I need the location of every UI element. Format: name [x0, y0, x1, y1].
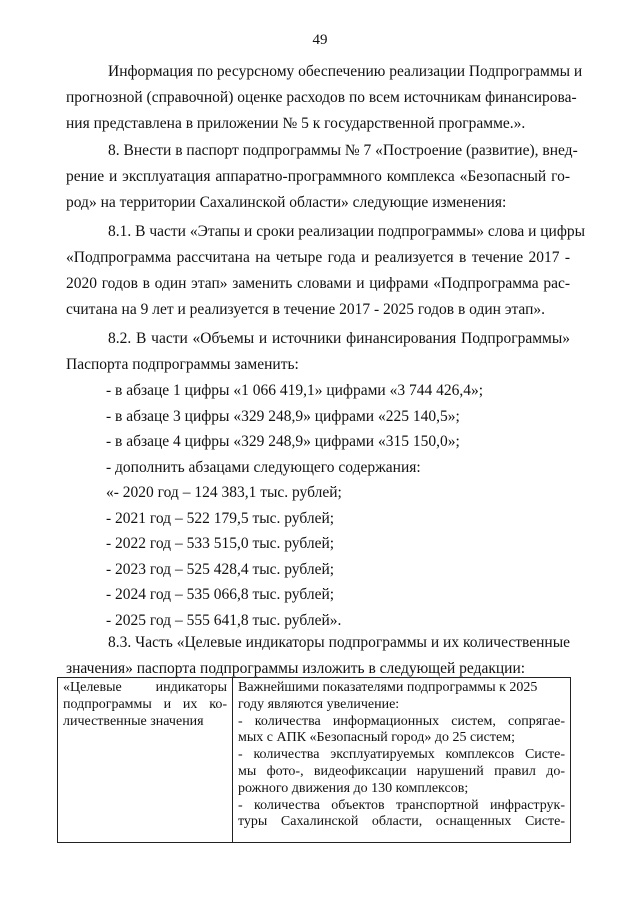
table-cell-text: году являются увеличение: [238, 696, 400, 712]
table-row [58, 678, 571, 843]
paragraph-2-line: род» на территории Сахалинской области» следующие изменения: [66, 194, 507, 211]
table-cell-text: мы фото-, видеофиксации нарушений правил до- [238, 763, 565, 779]
paragraph-4-line: Паспорта подпрограммы заменить: [66, 356, 299, 373]
table-cell-text: подпрограммы и их ко- [63, 696, 227, 712]
list-item: - в абзаце 4 цифры «329 248,9» цифрами «315 150,0»; [106, 433, 460, 450]
table-cell-text: мых с АПК «Безопасный город» до 25 систем; [238, 730, 515, 746]
list-item: - 2025 год – 555 641,8 тыс. рублей». [106, 611, 342, 629]
list-item: «- 2020 год – 124 383,1 тыс. рублей; [106, 484, 342, 501]
paragraph-5-line: значения» паспорта подпрограммы изложить в следующей редакции: [66, 660, 526, 677]
paragraph-3-line: 2020 годов в один этап» заменить словами и цифрами «Подпрограмма рас- [66, 275, 570, 292]
list-item: - дополнить абзацами следующего содержания: [106, 458, 421, 476]
replacement-list [106, 381, 483, 636]
table-cell-value [233, 678, 571, 843]
indicators-table [57, 677, 571, 843]
paragraph-1-line: прогнозной (справочной) оценке расходов по всем источникам финансирова- [66, 89, 577, 106]
paragraph-3-line: 8.1. В части «Этапы и сроки реализации подпрограммы» слова и цифры [108, 223, 586, 240]
table-cell-text: - количества объектов транспортной инфраструк- [238, 797, 565, 813]
paragraph-3-line: считана на 9 лет и реализуется в течение 2017 - 2025 годов в один этап». [66, 301, 546, 318]
table-cell-text: - количества эксплуатируемых комплексов Систе- [238, 747, 565, 763]
list-item: - в абзаце 3 цифры «329 248,9» цифрами «225 140,5»; [106, 407, 460, 425]
table-cell-text: рожного движения до 130 комплексов; [238, 780, 469, 796]
table-cell-text: - количества информационных систем, сопрягае- [238, 713, 565, 729]
table-cell-text: личественные значения [63, 713, 204, 729]
paragraph-5-line: 8.3. Часть «Целевые индикаторы подпрограммы и их количественные [108, 634, 570, 651]
paragraph-1-line: ния представлена в приложении № 5 к государственной программе.». [66, 115, 526, 132]
table-cell-text: «Целевые индикаторы [63, 680, 227, 695]
list-item: - 2021 год – 522 179,5 тыс. рублей; [106, 509, 335, 527]
paragraph-4-line: 8.2. В части «Объемы и источники финансирования Подпрограммы» [108, 330, 570, 347]
list-item: - 2024 год – 535 066,8 тыс. рублей; [106, 586, 335, 603]
list-item: - 2023 год – 525 428,4 тыс. рублей; [106, 560, 335, 578]
table-cell-label [58, 678, 233, 843]
list-item: - в абзаце 1 цифры «1 066 419,1» цифрами «3 744 426,4»; [106, 382, 484, 399]
table-cell-text: Важнейшими показателями подпрограммы к 2025 [238, 680, 538, 695]
table-cell-text: туры Сахалинской области, оснащенных Систе- [238, 814, 565, 830]
paragraph-1-line: Информация по ресурсному обеспечению реализации Подпрограммы и [108, 63, 583, 80]
paragraph-2-line: 8. Внести в паспорт подпрограммы № 7 «Построение (развитие), внед- [108, 142, 578, 159]
page-number: 49 [312, 32, 328, 48]
list-item: - 2022 год – 533 515,0 тыс. рублей; [106, 535, 335, 552]
paragraph-3-line: «Подпрограмма рассчитана на четыре года и реализуется в течение 2017 - [66, 249, 570, 266]
paragraph-2-line: рение и эксплуатация аппаратно-программного комплекса «Безопасный го- [66, 168, 570, 185]
